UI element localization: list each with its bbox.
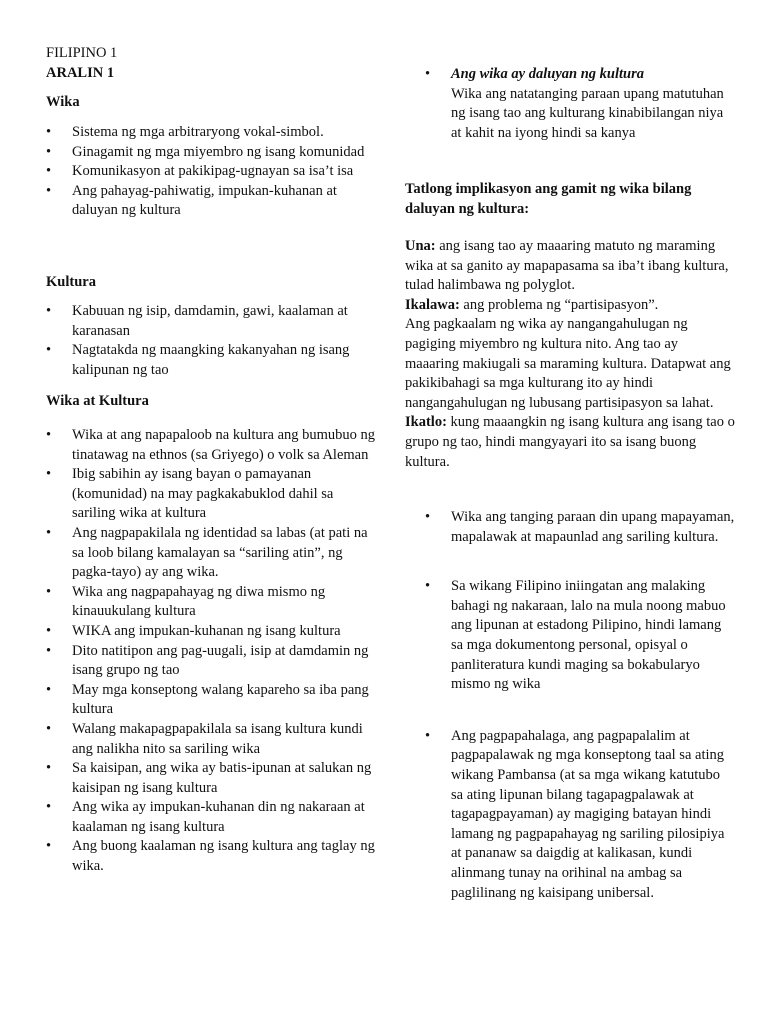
list-item: • Ang pagpapahalaga, ang pagpapalalim at pagpapalawak ng mga konseptong taal sa ating wikang Pambansa (at sa mga wikang katutubo sa ating lipunan bilang tagapagpalawak at tagapagpayaman) ay magiging batayan hindi lamang ng pagpapahayag ng sariling pilosipiya at pananaw sa daigdig at kalikasan, kundi alinmang tunay na orihinal na ambag sa paglilinang ng kaisipang unibersal. <box>425 727 735 903</box>
list-item: • Wika at ang napapaloob na kultura ang bumubuo ng tinatawag na ethnos (sa Griyego) o volk sa Aleman <box>46 426 376 465</box>
ikalawa-text: ang problema ng “partisipasyon”. <box>459 296 659 313</box>
list-item: • Ang pahayag-pahiwatig, impukan-kuhanan at daluyan ng kultura <box>46 182 376 221</box>
list-item: • Sistema ng mga arbitraryong vokal-simbol. <box>46 123 376 143</box>
lesson-title: ARALIN 1 <box>46 65 115 81</box>
daluyan-text: Wika ang natatanging paraan upang matutuhan ng isang tao ang kulturang kinabibilangan niya at kahit na iyong hindi sa kanya <box>451 85 724 141</box>
list-item: • Nagtatakda ng maangking kakanyahan ng isang kalipunan ng tao <box>46 341 376 380</box>
implikasyon-body <box>405 237 735 472</box>
list-item: • Wika ang nagpapahayag ng diwa mismo ng kinauukulang kultura <box>46 583 376 622</box>
una-paragraph <box>405 237 735 296</box>
list-item: • Sa wikang Filipino iniingatan ang malaking bahagi ng nakaraan, lalo na mula noong mabuo ang lipunan at estadong Pilipino, hindi lamang sa mga dokumentong personal, opisyal o panliteratura kundi maging sa bokabularyo mismo ng wika <box>425 577 735 695</box>
right-bullets <box>425 508 735 903</box>
ikatlo-text: kung maaangkin ng isang kultura ang isang tao o grupo ng tao, hindi mangyayari ito sa isang buong kultura. <box>405 414 735 470</box>
kultura-list <box>46 302 376 380</box>
ikalawa-label: Ikalawa: <box>405 296 460 313</box>
list-item: • Kabuuan ng isip, damdamin, gawi, kaalaman at karanasan <box>46 302 376 341</box>
list-item: • May mga konseptong walang kapareho sa iba pang kultura <box>46 681 376 720</box>
list-item: • Sa kaisipan, ang wika ay batis-ipunan at salukan ng kaisipan ng isang kultura <box>46 759 376 798</box>
ikatlo-label: Ikatlo: <box>405 414 447 431</box>
wika-list <box>46 123 376 221</box>
ikatlo-paragraph <box>405 413 735 472</box>
list-item: • Komunikasyon at pakikipag-ugnayan sa isa’t isa <box>46 162 376 182</box>
ikalawa-line <box>405 296 735 316</box>
list-item: • Ang nagpapakilala ng identidad sa labas (at pati na sa loob bilang kamalayan sa “sariling atin”, ng pagka-tayo) ay ang wika. <box>46 524 376 583</box>
una-label: Una: <box>405 238 436 254</box>
kultura-heading: Kultura <box>46 274 96 290</box>
list-item <box>425 65 725 143</box>
course-title: FILIPINO 1 <box>46 45 118 61</box>
daluyan-list <box>425 65 725 143</box>
list-item: • WIKA ang impukan-kuhanan ng isang kultura <box>46 622 376 642</box>
list-item: • Ang wika ay impukan-kuhanan din ng nakaraan at kaalaman ng isang kultura <box>46 798 376 837</box>
una-text: ang isang tao ay maaaring matuto ng maraming wika at sa ganito ay mapapasama sa iba’t ibang kultura, tulad halimbawa ng polyglot. <box>405 238 729 294</box>
list-item: • Ginagamit ng mga miyembro ng isang komunidad <box>46 143 376 163</box>
list-item: • Ang buong kaalaman ng isang kultura ang taglay ng wika. <box>46 837 376 876</box>
wika-kultura-heading: Wika at Kultura <box>46 393 149 409</box>
implikasyon-heading: Tatlong implikasyon ang gamit ng wika bilang daluyan ng kultura: <box>405 181 692 217</box>
list-item: • Dito natitipon ang pag-uugali, isip at damdamin ng isang grupo ng tao <box>46 642 376 681</box>
list-item: • Walang makapagpapakilala sa isang kultura kundi ang nalikha nito sa sariling wika <box>46 720 376 759</box>
ikalawa-paragraph: Ang pagkaalam ng wika ay nangangahulugan ng pagiging miyembro ng kultura nito. Ang tao ay maaaring makiugali sa maraming kultura. Datapwat ang pakikibahagi sa mga kulturang ito ay hindi nangangahulugan ng lubusang partisipasyon sa lahat. <box>405 316 731 411</box>
wika-kultura-list <box>46 426 376 877</box>
wika-heading: Wika <box>46 94 80 110</box>
list-item: • Ibig sabihin ay isang bayan o pamayanan (komunidad) na may pagkakabuklod dahil sa sariling wika at kultura <box>46 465 376 524</box>
list-item: • Wika ang tanging paraan din upang mapayaman, mapalawak at mapaunlad ang sariling kultura. <box>425 508 735 547</box>
daluyan-title: Ang wika ay daluyan ng kultura <box>451 66 644 82</box>
